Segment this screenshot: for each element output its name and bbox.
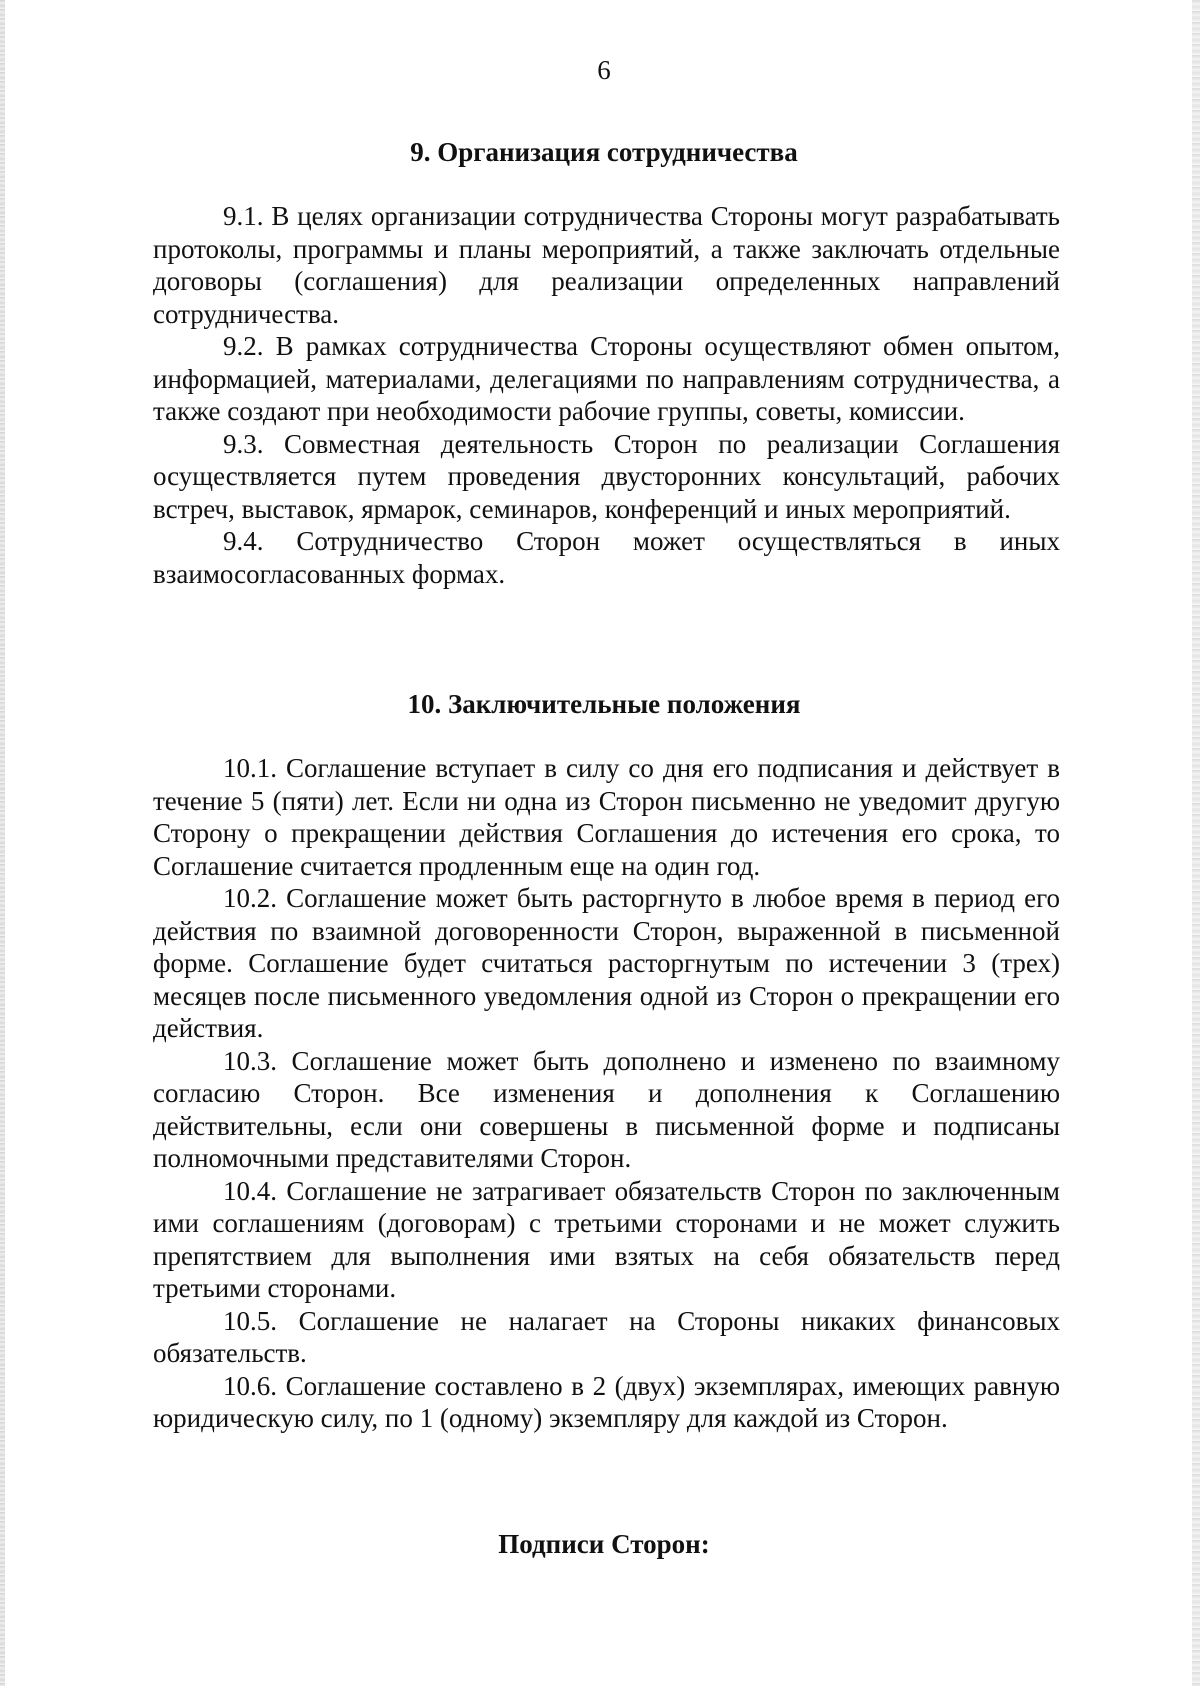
paragraph-10-3: 10.3. Соглашение может быть дополнено и изменено по взаимному согласию Сторон. Все изменения и дополнения к Соглашению действительны, если они совершены в письменной форме и подписаны полномочными представителями Сторон. <box>153 1045 1060 1173</box>
scan-edge-left <box>0 0 5 1686</box>
section-9-body <box>153 200 1060 590</box>
paragraph-10-1: 10.1. Соглашение вступает в силу со дня его подписания и действует в течение 5 (пяти) лет. Если ни одна из Сторон письменно не уведомит другую Сторону о прекращении действия Соглашения до истечения его срока, то Соглашение считается продленным еще на один год. <box>153 753 1060 881</box>
paragraph-9-4: 9.4. Сотрудничество Сторон может осуществляться в иных взаимосогласованных формах. <box>153 526 1060 589</box>
section-10-body <box>153 752 1060 1435</box>
paragraph-10-4: 10.4. Соглашение не затрагивает обязательств Сторон по заключенным ими соглашениям (договорам) с третьими сторонами и не может служить препятствием для выполнения ими взятых на себя обязательств перед третьими сторонами. <box>153 1175 1060 1303</box>
page-number: 6 <box>597 55 611 85</box>
paragraph-9-1: 9.1. В целях организации сотрудничества Стороны могут разрабатывать протоколы, программы и планы мероприятий, а также заключать отдельные договоры (соглашения) для реализации определенных направлений сотрудничества. <box>153 201 1060 329</box>
section-10-heading: 10. Заключительные положения <box>407 689 801 719</box>
paragraph-10-2: 10.2. Соглашение может быть расторгнуто в любое время в период его действия по взаимной договоренности Сторон, выраженной в письменной форме. Соглашение будет считаться расторгнутым по истечении 3 (трех) месяцев после письменного уведомления одной из Сторон о прекращении его действия. <box>153 883 1060 1043</box>
paragraph-9-3: 9.3. Совместная деятельность Сторон по реализации Соглашения осуществляется путем проведения двусторонних консультаций, рабочих встреч, выставок, ярмарок, семинаров, конференций и иных мероприятий. <box>153 428 1060 524</box>
scan-edge-right <box>1192 0 1200 1686</box>
paragraph-10-5: 10.5. Соглашение не налагает на Стороны никаких финансовых обязательств. <box>153 1305 1060 1368</box>
section-9-heading: 9. Организация сотрудничества <box>410 137 798 167</box>
paragraph-9-2: 9.2. В рамках сотрудничества Стороны осуществляют обмен опытом, информацией, материалами, делегациями по направлениям сотрудничества, а также создают при необходимости рабочие группы, советы, комиссии. <box>153 331 1060 426</box>
paragraph-10-6: 10.6. Соглашение составлено в 2 (двух) экземплярах, имеющих равную юридическую силу, по 1 (одному) экземпляру для каждой из Сторон. <box>153 1370 1060 1433</box>
signatures-heading: Подписи Сторон: <box>498 1529 710 1559</box>
